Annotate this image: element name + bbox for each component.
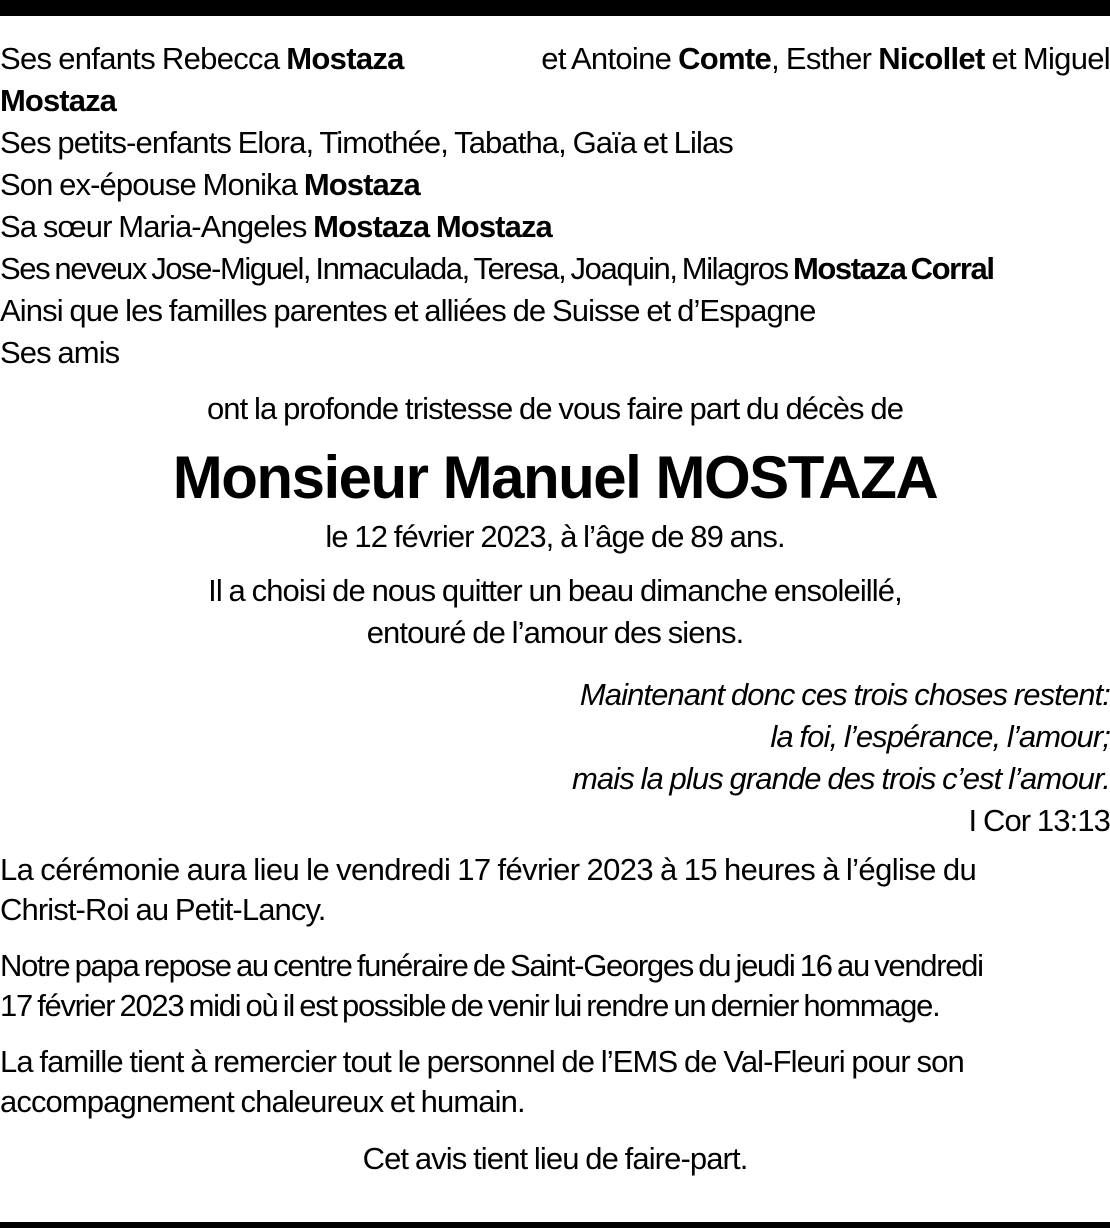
thanks-line-1: La famille tient à remercier tout le personnel de l’EMS de Val-Fleuri pour son — [0, 1044, 964, 1079]
thanks-paragraph — [0, 1042, 1110, 1122]
children-intro: Ses enfants Rebecca Mostaza — [0, 41, 404, 76]
ceremony-line-2: Christ-Roi au Petit-Lancy. — [0, 892, 326, 927]
top-border-rule — [0, 0, 1110, 16]
viewing-line-2: 17 février 2023 midi où il est possible de venir lui rendre un dernier hommage. — [0, 988, 940, 1023]
ex-spouse-line: Son ex-épouse Monika Mostaza — [0, 167, 420, 202]
viewing-paragraph — [0, 946, 1110, 1026]
announcement-line: ont la profonde tristesse de vous faire part du décès de — [206, 391, 904, 426]
sister-line: Sa sœur Maria-Angeles Mostaza Mostaza — [0, 209, 552, 244]
thanks-line-2: accompagnement chaleureux et humain. — [0, 1084, 525, 1119]
date-of-death: le 12 février 2023, à l’âge de 89 ans. — [325, 519, 785, 554]
message-line-2: entouré de l’amour des siens. — [366, 615, 744, 650]
message-line-1: Il a choisi de nous quitter un beau dimanche ensoleillé, — [208, 573, 902, 608]
bottom-border-rule — [0, 1222, 1110, 1228]
children-surname-line: Mostaza — [0, 83, 117, 118]
quote-line-1: Maintenant donc ces trois choses restent: — [579, 677, 1110, 712]
grandchildren-line: Ses petits-enfants Elora, Timothée, Tabatha, Gaïa et Lilas — [0, 125, 733, 160]
children-and-1: et Antoine Comte, Esther Nicollet et Miguel — [534, 41, 1110, 76]
obituary-notice — [0, 38, 1110, 1180]
friends-line: Ses amis — [0, 335, 120, 370]
bible-quote — [0, 674, 1110, 842]
ceremony-paragraph — [0, 850, 1110, 930]
closing-line: Cet avis tient lieu de faire-part. — [362, 1141, 748, 1176]
deceased-name: Monsieur Manuel MOSTAZA — [172, 444, 938, 511]
quote-reference: I Cor 13:13 — [968, 803, 1110, 838]
nephews-line: Ses neveux Jose-Miguel, Inmaculada, Teresa, Joaquin, Milagros Mostaza Corral — [0, 251, 994, 286]
ceremony-line-1: La cérémonie aura lieu le vendredi 17 février 2023 à 15 heures à l’église du — [0, 852, 977, 887]
viewing-line-1: Notre papa repose au centre funéraire de Saint-Georges du jeudi 16 au vendredi — [0, 948, 983, 983]
quote-line-2: la foi, l’espérance, l’amour; — [770, 719, 1110, 754]
children-line — [0, 38, 1110, 80]
quote-line-3: mais la plus grande des trois c’est l’amour. — [571, 761, 1110, 796]
extended-family-line: Ainsi que les familles parentes et alliées de Suisse et d’Espagne — [0, 293, 816, 328]
